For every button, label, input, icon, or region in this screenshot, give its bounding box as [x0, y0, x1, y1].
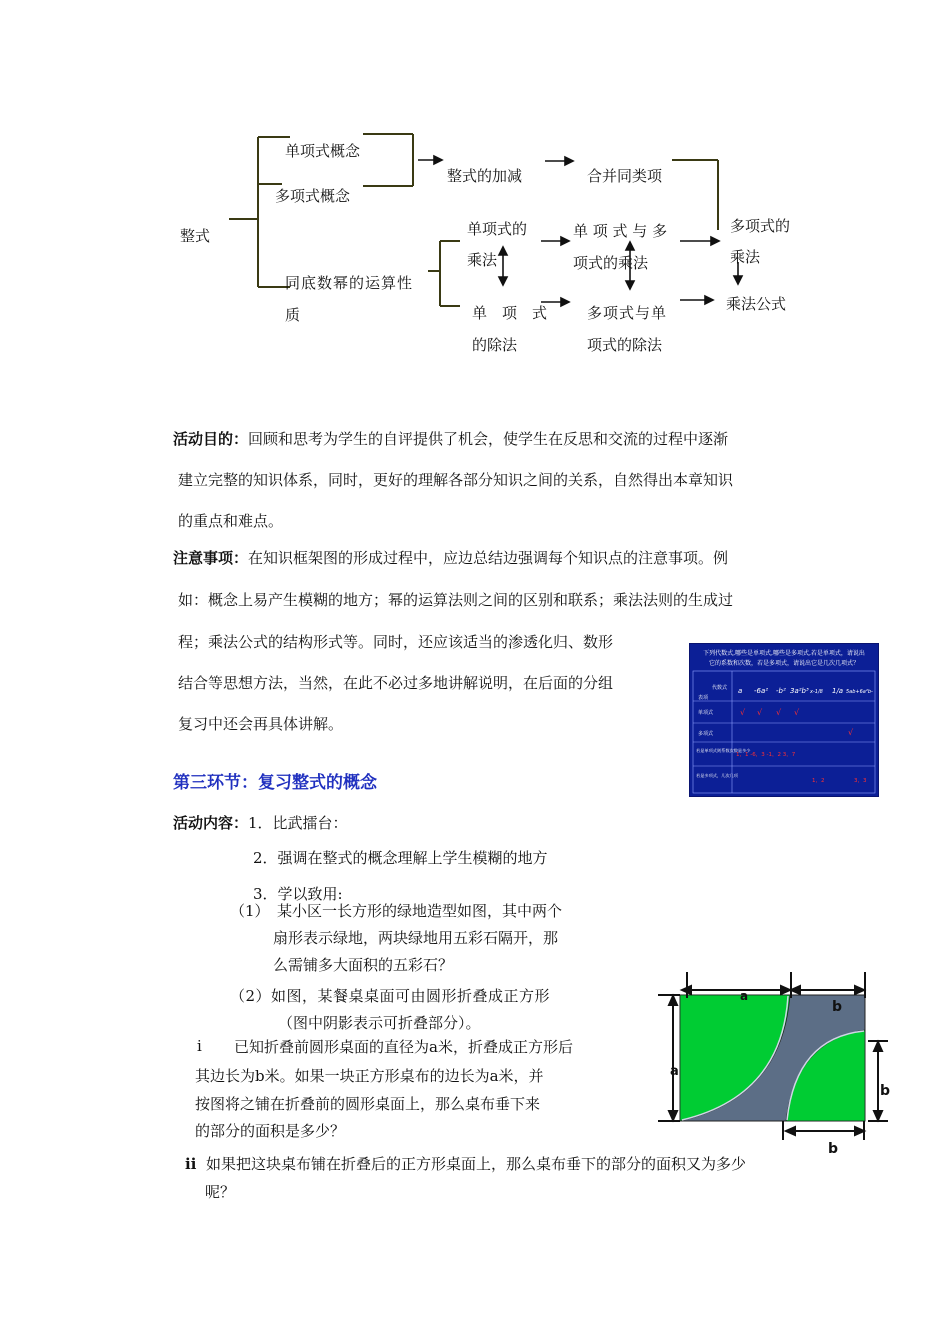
purpose-line-1: 活动目的：回顾和思考为学生的自评提供了机会，使学生在反思和交流的过程中逐渐 — [173, 430, 729, 448]
slide-mono-mark-3: √ — [776, 708, 782, 717]
node-mono-mul-cont: 乘法 — [467, 251, 498, 269]
slide-row-mono: 单项式 — [698, 710, 714, 716]
diagram-root: 整式 — [180, 227, 211, 245]
node-mono-div: 单 项 式 — [472, 304, 548, 322]
slide-header-1: 下列代数式,哪些是单项式,哪些是多项式,若是单项式，请说出 — [703, 650, 865, 657]
qii-line-2: 呢？ — [205, 1183, 236, 1201]
purpose-line-3: 的重点和难点。 — [178, 512, 284, 530]
notes-line-5: 复习中还会再具体讲解。 — [178, 715, 344, 733]
figure-label-b-right: b — [880, 1083, 891, 1099]
node-poly-mul-cont: 乘法 — [730, 248, 761, 266]
slide-table-image — [689, 643, 879, 797]
slide-mono-mark-2: √ — [757, 708, 763, 717]
node-mono-poly-mul-cont: 项式的乘法 — [573, 254, 649, 272]
content-item-3: 3．学以致用: — [253, 885, 343, 903]
figure-label-a-top: a — [740, 989, 749, 1003]
slide-mono-mark-4: √ — [794, 708, 800, 717]
purpose-line-2: 建立完整的知识体系，同时，更好的理解各部分知识之间的关系，自然得出本章知识 — [178, 471, 734, 489]
q1-line-2: 扇形表示绿地，两块绿地用五彩石隔开，那 — [273, 929, 559, 947]
slide-expr-1: a — [738, 687, 743, 695]
slide-mono-mark-1: √ — [740, 708, 746, 717]
qii-line-1: 如果把这块桌布铺在折叠后的正方形桌面上，那么桌布垂下的部分的面积又为多少 — [206, 1155, 747, 1173]
qi-line-3: 按图将之铺在折叠前的圆形桌面上，那么桌布垂下来 — [195, 1095, 541, 1113]
notes-label: 注意事项： — [173, 549, 249, 567]
node-power-ops-cont: 质 — [285, 306, 301, 324]
slide-col-head: 代数式 — [712, 685, 728, 691]
qii-marker: ⅱ — [185, 1155, 197, 1173]
node-poly-mono-div-cont: 项式的除法 — [587, 336, 663, 354]
slide-expr-6: 1/a — [832, 687, 844, 695]
slide-row-deg: 若是多项式，几次几项 — [696, 773, 738, 778]
notes-line-2: 如：概念上易产生模糊的地方；幂的运算法则之间的区别和联系；乘法法则的生成过 — [178, 591, 734, 609]
slide-table-graphic — [690, 644, 878, 796]
node-combine-like: 合并同类项 — [587, 167, 663, 185]
purpose-label: 活动目的： — [173, 430, 249, 448]
content-line — [173, 813, 348, 833]
qi-line-4: 的部分的面积是多少？ — [195, 1122, 346, 1140]
slide-expr-7: 5ab+6a²b- — [846, 689, 873, 695]
node-poly-mul: 多项式的 — [730, 217, 791, 235]
slide-expr-2: -6a² — [754, 687, 769, 695]
q2-line-2: （图中阴影表示可折叠部分）。 — [278, 1014, 481, 1032]
knowledge-framework-lines — [0, 0, 950, 380]
node-mono-mul: 单项式的 — [467, 220, 528, 238]
q1-line-1: （1） 某小区一长方形的绿地造型如图，其中两个 — [230, 902, 563, 920]
slide-expr-5: x-1/8 — [810, 689, 823, 695]
slide-deg-value-1: 1，2 — [812, 778, 825, 784]
slide-deg-value-2: 3，3 — [854, 778, 867, 784]
node-mono-concept: 单项式概念 — [285, 142, 361, 160]
slide-coef-values: 1，1 -6，3 -1，2 3，7 — [736, 752, 796, 758]
node-mono-div-cont: 的除法 — [472, 336, 518, 354]
figure-label-b-bottom: b — [828, 1141, 839, 1157]
q1-line-3: 么需铺多大面积的五彩石？ — [273, 956, 454, 974]
q2-line-1: （2）如图，某餐桌桌面可由圆形折叠成正方形 — [230, 987, 551, 1005]
content-item-2: 2．强调在整式的概念理解上学生模糊的地方 — [253, 849, 548, 867]
node-mono-poly-mul: 单 项 式 与 多 — [573, 222, 668, 240]
slide-row-coef: 若是单项式则系数次数是多少 — [696, 748, 751, 753]
node-poly-mono-div: 多项式与单 — [587, 304, 668, 322]
qi-marker: ⅰ — [197, 1037, 202, 1055]
notes-line-3: 程；乘法公式的结构形式等。同时，还应该适当的渗透化归、数形 — [178, 633, 614, 651]
slide-row-poly: 多项式 — [698, 731, 714, 737]
notes-line-4: 结合等思想方法，当然，在此不必过多地讲解说明，在后面的分组 — [178, 674, 614, 692]
figure-label-b-top: b — [832, 999, 843, 1015]
qi-line-1: 已知折叠前圆形桌面的直径为a米，折叠成正方形后 — [234, 1038, 573, 1056]
content-item-1: 1．比武擂台： — [248, 814, 348, 832]
notes-line-1: 注意事项：在知识框架图的形成过程中，应边总结边强调每个知识点的注意事项。例 — [173, 549, 729, 567]
slide-poly-mark: √ — [848, 728, 854, 737]
section-title: 第三环节：复习整式的概念 — [173, 773, 377, 793]
qi-line-2: 其边长为b米。如果一块正方形桌布的边长为a米，并 — [195, 1067, 544, 1085]
fold-table-figure — [650, 968, 900, 1168]
node-poly-concept: 多项式概念 — [275, 187, 351, 205]
node-add-sub: 整式的加减 — [447, 167, 523, 185]
slide-expr-3: -b² — [776, 687, 786, 695]
node-power-ops: 同底数幂的运算性 — [285, 274, 414, 292]
slide-row-expr: 表项 — [698, 695, 709, 701]
content-label: 活动内容： — [173, 814, 249, 832]
slide-expr-4: 3a²b³ — [790, 687, 809, 695]
figure-label-a-left: a — [670, 1064, 679, 1079]
slide-header-2: 它的系数和次数，若是多项式，请说出它是几次几项式？ — [708, 660, 860, 667]
node-mul-formula: 乘法公式 — [726, 295, 787, 313]
